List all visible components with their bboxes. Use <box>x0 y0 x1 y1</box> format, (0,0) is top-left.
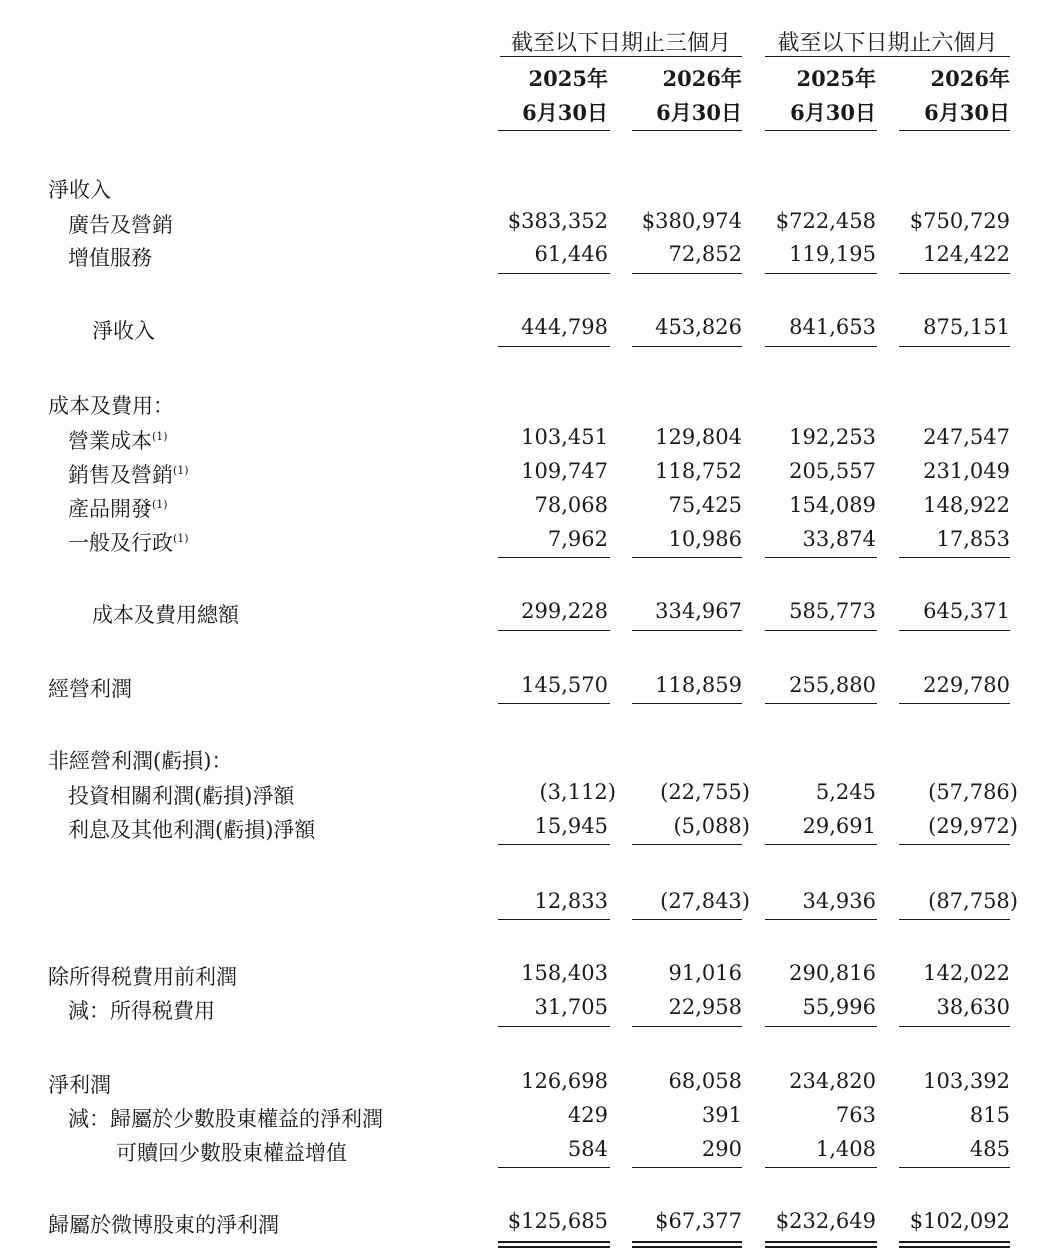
total-rule <box>765 919 877 920</box>
double-rule <box>632 1241 742 1243</box>
group-rule <box>500 56 742 57</box>
column-header-3: 2025年 6月30日 <box>790 66 876 125</box>
subtotal-rule <box>765 557 877 558</box>
footnote-marker: (1) <box>152 498 168 511</box>
row-label: 淨收入 <box>92 319 155 343</box>
cell-value: 1,408 <box>815 1137 876 1161</box>
subtotal-rule <box>498 844 610 845</box>
subtotal-rule <box>498 557 610 558</box>
row-label-net-revenue-heading: 淨收入 <box>48 178 111 202</box>
column-header-2: 2026年 6月30日 <box>656 66 742 125</box>
cell-value: 103,392 <box>923 1069 1010 1093</box>
cell-value: 91,016 <box>668 961 742 985</box>
cell-value: 12,833 <box>534 889 608 913</box>
cell-value: 22,958 <box>668 995 742 1019</box>
footnote-marker: (1) <box>152 430 168 443</box>
cell-value: (22,755) <box>660 780 750 804</box>
cell-value: 142,022 <box>923 961 1010 985</box>
cell-value: 34,936 <box>802 889 876 913</box>
total-rule <box>765 703 877 704</box>
row-label: 產品開發$^{(1)}$ <box>68 497 168 521</box>
double-rule <box>765 1241 877 1243</box>
cell-value: 119,195 <box>789 242 876 266</box>
subtotal-rule <box>899 1026 1010 1027</box>
footnote-marker: (1) <box>173 532 189 545</box>
cell-value: 124,422 <box>923 242 1010 266</box>
row-label: 營業成本$^{(1)}$ <box>68 429 168 453</box>
double-rule <box>632 1246 742 1248</box>
row-label: 除所得税費用前利潤 <box>48 965 237 989</box>
cell-value: 129,804 <box>655 425 742 449</box>
total-rule <box>498 919 610 920</box>
total-rule <box>899 919 1010 920</box>
row-label: 增值服務 <box>68 246 152 270</box>
double-rule <box>498 1241 610 1243</box>
cell-value: 205,557 <box>789 459 876 483</box>
cell-value: $102,092 <box>909 1209 1010 1233</box>
row-label: 歸屬於微博股東的淨利潤 <box>48 1213 279 1237</box>
cell-value: 33,874 <box>802 527 876 551</box>
cell-value: (3,112) <box>539 780 616 804</box>
cell-value: 229,780 <box>923 673 1010 697</box>
total-rule <box>765 346 877 347</box>
cell-value: $722,458 <box>775 209 876 233</box>
cell-value: $125,685 <box>507 1209 608 1233</box>
header-rule <box>632 130 742 131</box>
cell-value: (5,088) <box>673 814 750 838</box>
total-rule <box>498 346 610 347</box>
total-rule <box>498 630 610 631</box>
cell-value: 118,752 <box>655 459 742 483</box>
total-rule <box>632 919 742 920</box>
cell-value: 118,859 <box>655 673 742 697</box>
cell-value: $232,649 <box>775 1209 876 1233</box>
total-rule <box>765 630 877 631</box>
subtotal-rule <box>765 844 877 845</box>
header-rule <box>498 130 610 131</box>
cell-value: 31,705 <box>534 995 608 1019</box>
cell-value: 815 <box>969 1103 1010 1127</box>
cell-value: 61,446 <box>534 242 608 266</box>
subtotal-rule <box>765 1026 877 1027</box>
cell-value: 75,425 <box>668 493 742 517</box>
cell-value: (87,758) <box>928 889 1018 913</box>
subtotal-rule <box>498 1026 610 1027</box>
subtotal-rule <box>632 273 742 274</box>
cell-value: 290 <box>701 1137 742 1161</box>
subtotal-rule <box>765 1167 877 1168</box>
cell-value: 55,996 <box>802 995 876 1019</box>
cell-value: 247,547 <box>923 425 1010 449</box>
row-label: 減：歸屬於少數股東權益的淨利潤 <box>68 1107 383 1131</box>
cell-value: 645,371 <box>923 599 1010 623</box>
row-label: 一般及行政$^{(1)}$ <box>68 531 189 555</box>
subtotal-rule <box>632 1167 742 1168</box>
subtotal-rule <box>899 273 1010 274</box>
row-label: 利息及其他利潤(虧損)淨額 <box>68 818 316 842</box>
cell-value: $750,729 <box>909 209 1010 233</box>
row-label-costs-heading: 成本及費用： <box>48 394 174 418</box>
row-label: 銷售及營銷$^{(1)}$ <box>68 463 189 487</box>
total-rule <box>632 703 742 704</box>
total-rule <box>632 630 742 631</box>
subtotal-rule <box>899 557 1010 558</box>
cell-value: 17,853 <box>936 527 1010 551</box>
cell-value: $383,352 <box>507 209 608 233</box>
cell-value: 38,630 <box>936 995 1010 1019</box>
subtotal-rule <box>498 1167 610 1168</box>
cell-value: 145,570 <box>521 673 608 697</box>
row-label: 可贖回少數股東權益增值 <box>116 1141 347 1165</box>
cell-value: 584 <box>567 1137 608 1161</box>
cell-value: 391 <box>701 1103 742 1127</box>
cell-value: 299,228 <box>521 599 608 623</box>
header-rule <box>765 130 877 131</box>
cell-value: (27,843) <box>660 889 750 913</box>
cell-value: 334,967 <box>655 599 742 623</box>
cell-value: 444,798 <box>521 315 608 339</box>
subtotal-rule <box>899 1167 1010 1168</box>
subtotal-rule <box>632 557 742 558</box>
double-rule <box>899 1246 1010 1248</box>
double-rule <box>765 1246 877 1248</box>
cell-value: 255,880 <box>789 673 876 697</box>
cell-value: 192,253 <box>789 425 876 449</box>
header-rule <box>899 130 1010 131</box>
group-header-three-months: 截至以下日期止三個月 <box>510 31 731 56</box>
cell-value: 429 <box>567 1103 608 1127</box>
subtotal-rule <box>765 273 877 274</box>
cell-value: 231,049 <box>923 459 1010 483</box>
cell-value: 103,451 <box>521 425 608 449</box>
cell-value: 148,922 <box>923 493 1010 517</box>
row-label-non-operating-heading: 非經營利潤(虧損)： <box>48 749 233 773</box>
cell-value: 875,151 <box>923 315 1010 339</box>
subtotal-rule <box>632 844 742 845</box>
footnote-marker: (1) <box>173 464 189 477</box>
row-label: 成本及費用總額 <box>92 603 239 627</box>
cell-value: 234,820 <box>789 1069 876 1093</box>
cell-value: 5,245 <box>815 780 876 804</box>
cell-value: 158,403 <box>521 961 608 985</box>
cell-value: 154,089 <box>789 493 876 517</box>
column-header-4: 2026年 6月30日 <box>924 66 1010 125</box>
column-header-1: 2025年 6月30日 <box>522 66 608 125</box>
cell-value: (57,786) <box>928 780 1018 804</box>
row-label: 經營利潤 <box>48 677 132 701</box>
total-rule <box>899 703 1010 704</box>
cell-value: 109,747 <box>521 459 608 483</box>
cell-value: 453,826 <box>655 315 742 339</box>
subtotal-rule <box>498 273 610 274</box>
row-label: 減：所得税費用 <box>68 999 215 1023</box>
cell-value: 10,986 <box>668 527 742 551</box>
row-label: 淨利潤 <box>48 1073 111 1097</box>
cell-value: 68,058 <box>668 1069 742 1093</box>
cell-value: 7,962 <box>547 527 608 551</box>
cell-value: 72,852 <box>668 242 742 266</box>
cell-value: (29,972) <box>928 814 1018 838</box>
cell-value: 485 <box>969 1137 1010 1161</box>
cell-value: 126,698 <box>521 1069 608 1093</box>
total-rule <box>899 630 1010 631</box>
cell-value: 15,945 <box>534 814 608 838</box>
cell-value: 585,773 <box>789 599 876 623</box>
subtotal-rule <box>632 1026 742 1027</box>
double-rule <box>899 1241 1010 1243</box>
subtotal-rule <box>899 844 1010 845</box>
total-rule <box>899 346 1010 347</box>
row-label: 廣告及營銷 <box>68 213 173 237</box>
total-rule <box>498 703 610 704</box>
cell-value: $67,377 <box>655 1209 742 1233</box>
double-rule <box>498 1246 610 1248</box>
group-header-six-months: 截至以下日期止六個月 <box>777 31 998 56</box>
cell-value: $380,974 <box>641 209 742 233</box>
total-rule <box>632 346 742 347</box>
cell-value: 841,653 <box>789 315 876 339</box>
row-label: 投資相關利潤(虧損)淨額 <box>68 784 295 808</box>
cell-value: 29,691 <box>802 814 876 838</box>
cell-value: 763 <box>835 1103 876 1127</box>
group-rule <box>765 56 1010 57</box>
cell-value: 78,068 <box>534 493 608 517</box>
cell-value: 290,816 <box>789 961 876 985</box>
